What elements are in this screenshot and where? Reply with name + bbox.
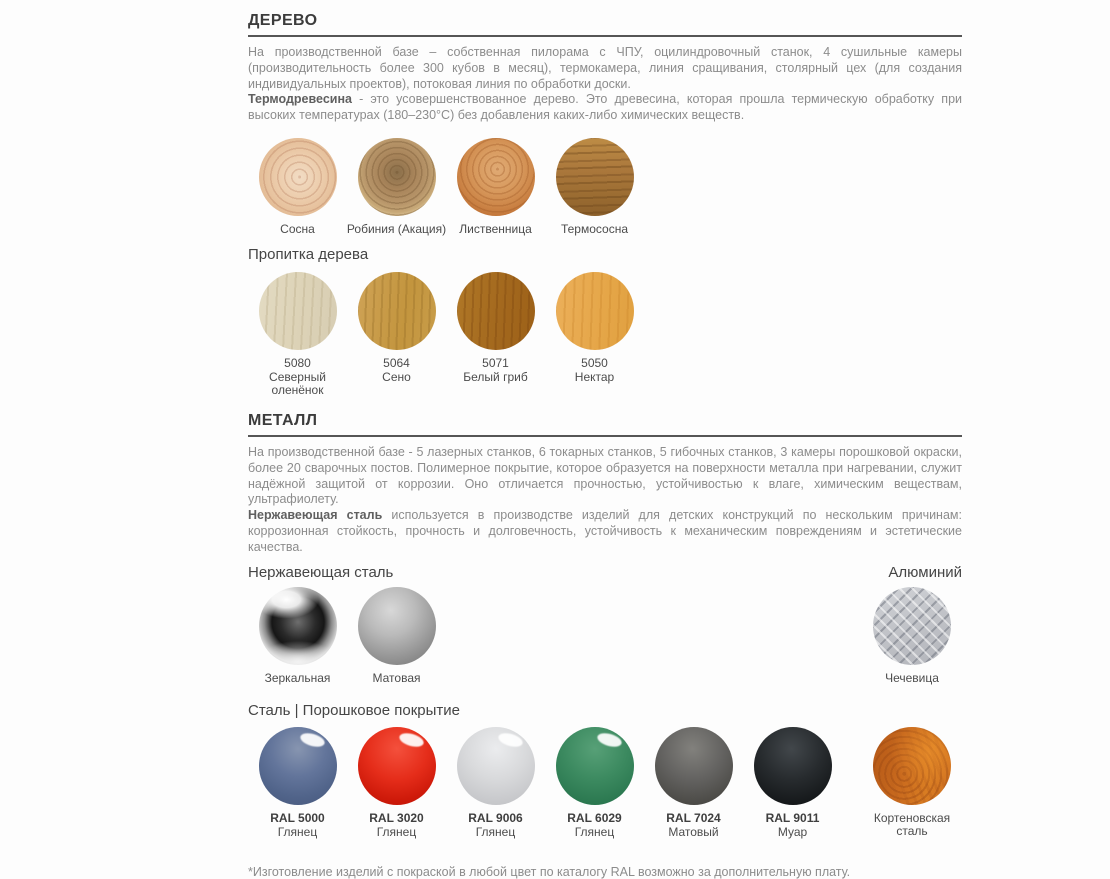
ral-footnote: *Изготовление изделий с покраской в любой цвет по каталогу RAL возможно за дополнительную плату.: [248, 864, 851, 879]
swatch-cell-mirror: [248, 587, 347, 685]
swatch-label: RAL 9011 Муар: [765, 810, 820, 839]
swatch-cell-5050: [545, 272, 644, 397]
stainless-aluminum-header-row: [248, 564, 962, 581]
swatch-cell-aluminum: [862, 587, 962, 685]
wood-section-title: ДЕРЕВО: [248, 12, 318, 29]
powder-coating-row: [248, 727, 962, 839]
robinia-wood-swatch: [358, 138, 436, 216]
swatch-label: 5071 Белый гриб: [463, 355, 528, 384]
thermowood-term: Термодревесина: [248, 92, 352, 107]
stainless-title: Нержавеющая сталь: [248, 563, 394, 581]
swatch-cell-robinia: [347, 138, 446, 236]
stainless-term: Нержавеющая сталь: [248, 508, 383, 523]
swatch-label: Лиственница: [459, 221, 532, 236]
thermowood-paragraph: Термодревесина - это усовершенствованное дерево. Это древесина, которая прошла термическую обработку при высоких температурах (180–230°С) без добавления каких-либо химических веществ.: [248, 92, 962, 123]
aluminum-lentil-swatch: [873, 587, 951, 665]
wood-section: [248, 12, 962, 397]
swatch-label: RAL 3020 Глянец: [369, 810, 424, 839]
ral-6029-swatch: [556, 727, 634, 805]
pine-wood-swatch: [259, 138, 337, 216]
metal-section-title: МЕТАЛЛ: [248, 411, 318, 429]
stainless-paragraph: Нержавеющая сталь используется в производстве изделий для детских конструкций по нескольким причинам: коррозионная стойкость, прочность и долговечность, устойчивость к механическим повреждениям и эстетические качества.: [248, 508, 962, 554]
impregnation-title: Пропитка дерева: [248, 245, 369, 263]
impregnation-5064-swatch: [358, 272, 436, 350]
swatch-cell-matte: [347, 587, 446, 685]
ral-9006-swatch: [457, 727, 535, 805]
swatch-cell-ral9006: [446, 727, 545, 839]
swatch-label: RAL 9006 Глянец: [468, 810, 523, 839]
impregnation-5080-swatch: [259, 272, 337, 350]
swatch-cell-5071: [446, 272, 545, 397]
swatch-label: RAL 5000 Глянец: [270, 810, 325, 839]
swatch-label: Сосна: [280, 221, 315, 236]
swatch-cell-pine: [248, 138, 347, 236]
section-divider: [248, 35, 962, 37]
swatch-label: Кортеновская сталь: [873, 810, 951, 838]
mirror-steel-swatch: [259, 587, 337, 665]
corten-steel-swatch: [873, 727, 951, 805]
powder-coating-title: Сталь | Порошковое покрытие: [248, 701, 460, 719]
metal-intro-paragraph: На производственной базе - 5 лазерных станков, 6 токарных станков, 5 гибочных станков, 3 камеры порошковой окраски, более 20 сварочных постов. Полимерное покрытие, которое образуется на поверхности металла при нагревании, служит надёжной защитой от коррозии. Оно отличается прочностью, устойчивостью к влаге, химическим веществам, ультрафиолету.: [248, 444, 962, 507]
swatch-label: 5050 Нектар: [574, 355, 615, 384]
stainless-row: [248, 587, 962, 685]
swatch-cell-5080: [248, 272, 347, 397]
swatch-cell-ral6029: [545, 727, 644, 839]
swatch-label: RAL 6029 Глянец: [567, 810, 622, 839]
impregnation-5071-swatch: [457, 272, 535, 350]
ral-3020-swatch: [358, 727, 436, 805]
ral-9011-swatch: [754, 727, 832, 805]
swatch-label: 5080 Северный оленёнок: [269, 355, 326, 397]
swatch-label: Чечевица: [885, 670, 939, 685]
swatch-cell-ral7024: [644, 727, 743, 839]
matte-steel-swatch: [358, 587, 436, 665]
swatch-label: Термососна: [560, 221, 629, 236]
swatch-label: Робиния (Акация): [346, 221, 447, 236]
swatch-cell-ral3020: [347, 727, 446, 839]
swatch-label: RAL 7024 Матовый: [666, 810, 721, 839]
swatch-label: Зеркальная: [264, 670, 331, 685]
impregnation-row: [248, 272, 962, 397]
impregnation-5050-swatch: [556, 272, 634, 350]
metal-section: [248, 412, 962, 879]
swatch-cell-larch: [446, 138, 545, 236]
swatch-cell-ral5000: [248, 727, 347, 839]
swatch-cell-thermopine: [545, 138, 644, 236]
thermopine-wood-swatch: [556, 138, 634, 216]
wood-species-row: [248, 138, 962, 236]
swatch-label: 5064 Сено: [382, 355, 411, 384]
aluminum-title: Алюминий: [888, 563, 962, 581]
swatch-cell-corten: [862, 727, 962, 839]
swatch-cell-ral9011: [743, 727, 842, 839]
swatch-label: Матовая: [372, 670, 421, 685]
ral-7024-swatch: [655, 727, 733, 805]
larch-wood-swatch: [457, 138, 535, 216]
ral-5000-swatch: [259, 727, 337, 805]
section-divider: [248, 435, 962, 437]
swatch-cell-5064: [347, 272, 446, 397]
wood-intro-paragraph: На производственной базе – собственная пилорама с ЧПУ, оцилиндровочный станок, 4 сушильные камеры (производительность более 300 кубов в месяц), термокамера, линия сращивания, столярный цех (для создания индивидуальных проектов), потоковая линия по обработки доски.: [248, 45, 962, 91]
